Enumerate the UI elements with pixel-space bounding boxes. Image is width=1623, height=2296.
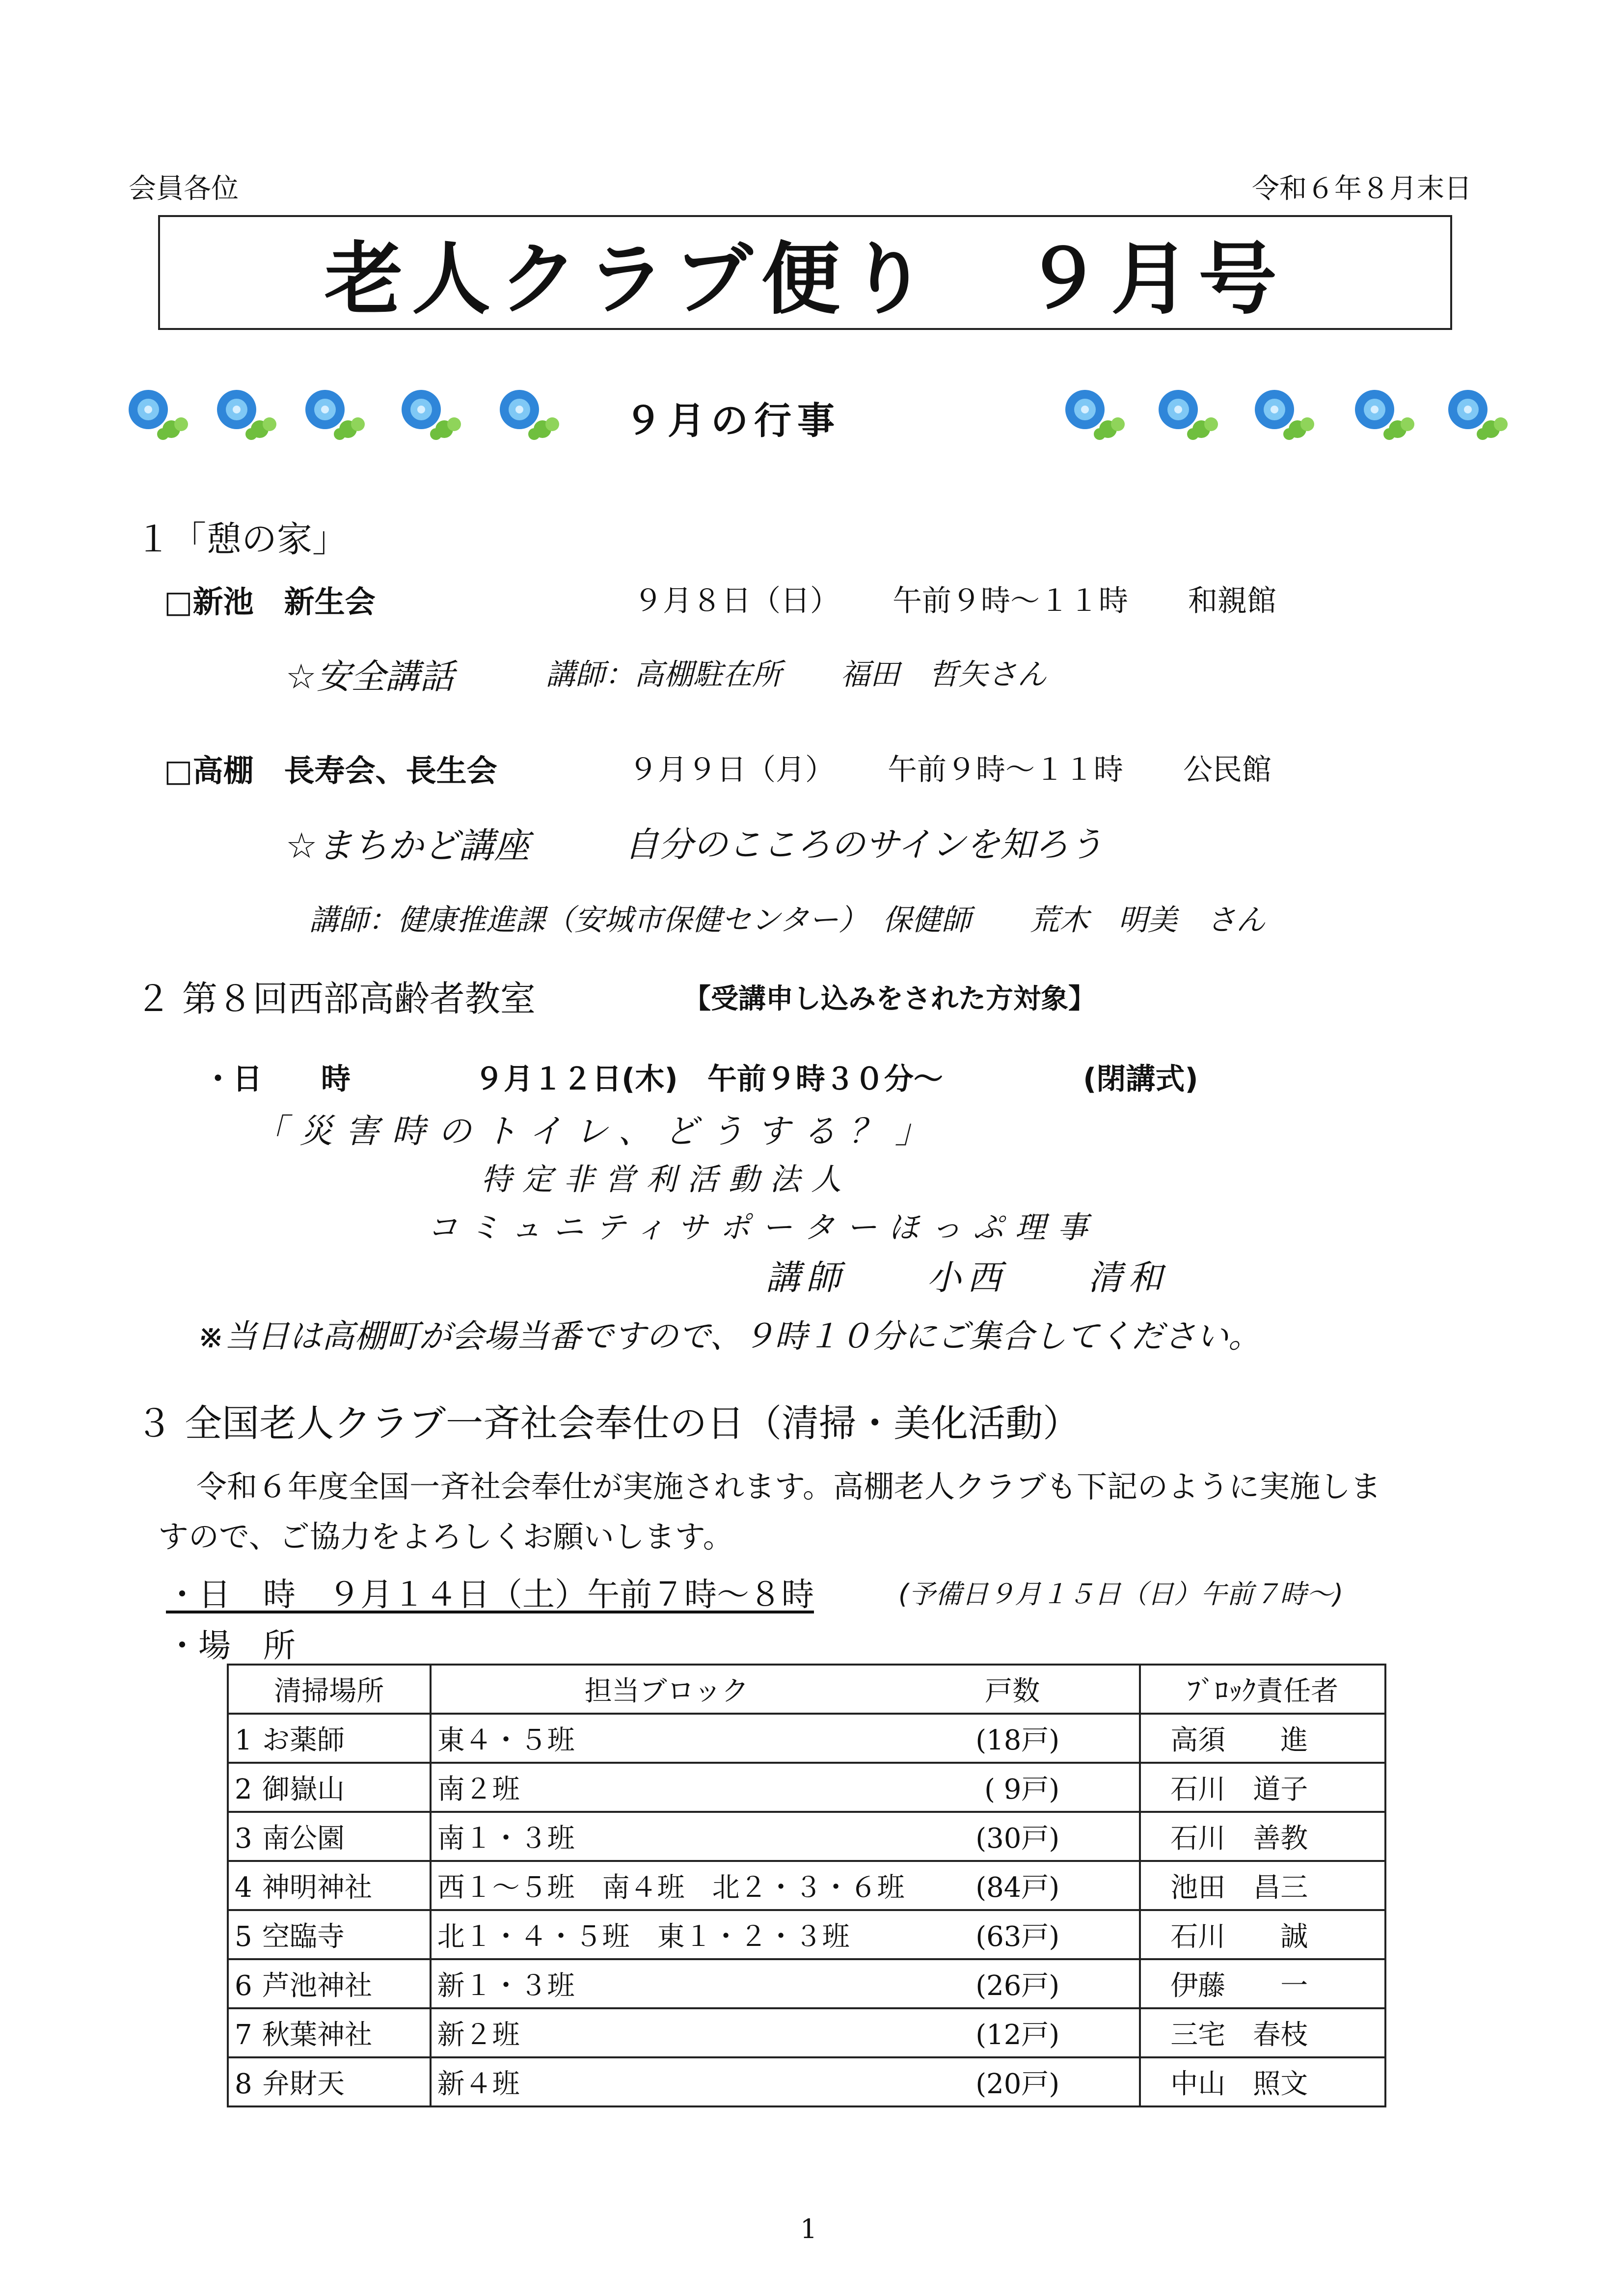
issue-date: 令和６年８月末日 xyxy=(1252,173,1472,205)
table-row xyxy=(228,1763,1385,1812)
row-number: 1 xyxy=(235,1724,252,1756)
place-cell xyxy=(228,2057,431,2106)
section2-note: 【受講申し込みをされた方対象】 xyxy=(683,983,1096,1015)
cleanup-reserve-date: (予備日９月１５日（日）午前７時～) xyxy=(898,1579,1344,1610)
leader-cell: 石川 誠 xyxy=(1140,1910,1385,1959)
place-cell xyxy=(228,1714,431,1763)
row-number: 8 xyxy=(235,2068,252,2100)
flower-icon xyxy=(1439,384,1513,443)
event2-place: 公民館 xyxy=(1183,753,1271,787)
table-row xyxy=(228,1861,1385,1910)
flower-icon xyxy=(208,384,282,443)
place-cell xyxy=(228,1861,431,1910)
column-header-place: 清掃場所 xyxy=(228,1665,431,1714)
lecture-datetime-label: ・日 時 xyxy=(203,1062,351,1096)
block-cell xyxy=(431,1959,1140,2008)
row-number: 3 xyxy=(235,1823,252,1855)
section3-description-line2: すので、ご協力をよろしくお願いします。 xyxy=(158,1519,733,1555)
place-name: 弁財天 xyxy=(262,2068,345,2100)
block-cell xyxy=(431,2057,1140,2106)
events-heading: ９月の行事 xyxy=(624,399,840,442)
flower-icon xyxy=(120,384,193,443)
place-name: 秋葉神社 xyxy=(262,2019,372,2051)
event1-date: ９月８日（日） xyxy=(633,584,839,618)
row-number: 4 xyxy=(235,1872,252,1904)
flower-icon xyxy=(1346,384,1420,443)
event2-topic-detail: 自分のこころのサインを知ろう xyxy=(624,824,1104,865)
event1-group: □新池 新生会 xyxy=(164,584,376,620)
place-cell xyxy=(228,1763,431,1812)
lecture-org2: コミュニティサポーターほっぷ理事 xyxy=(427,1209,1100,1245)
household-count: (18戸) xyxy=(975,1724,1060,1756)
row-number: 7 xyxy=(235,2019,252,2051)
block-cell xyxy=(431,1763,1140,1812)
lecture-notice: ※当日は高棚町が会場当番ですので、９時１０分にご集合してください。 xyxy=(197,1317,1261,1355)
block-name: 西１～５班 南４班 北２・３・６班 xyxy=(437,1872,905,1904)
block-cell xyxy=(431,1714,1140,1763)
block-name: 南２班 xyxy=(437,1774,520,1805)
block-name: 北１・４・５班 東１・２・３班 xyxy=(437,1921,850,1953)
page-title: 老人クラブ便り ９月号 xyxy=(324,233,1286,325)
block-name: 東４・５班 xyxy=(437,1724,575,1756)
table-row xyxy=(228,2008,1385,2057)
table-row xyxy=(228,2057,1385,2106)
column-header-count: 戸数 xyxy=(985,1675,1040,1707)
flower-icon xyxy=(1150,384,1223,443)
place-cell xyxy=(228,1910,431,1959)
section3-description-line1: 令和６年度全国一斉社会奉仕が実施されます。高棚老人クラブも下記のように実施しま xyxy=(196,1469,1381,1504)
flower-icon xyxy=(1056,384,1130,443)
block-cell xyxy=(431,1812,1140,1861)
place-name: 芦池神社 xyxy=(262,1970,372,2002)
household-count: ( 9戸) xyxy=(984,1774,1060,1805)
household-count: (84戸) xyxy=(975,1872,1060,1904)
event1-place: 和親館 xyxy=(1188,584,1276,618)
column-header-block: 担当ブロック xyxy=(584,1675,749,1707)
page-number: 1 xyxy=(800,2214,817,2244)
block-name: 南１・３班 xyxy=(437,1823,575,1855)
place-cell xyxy=(228,2008,431,2057)
cleanup-place-label: ・場 所 xyxy=(166,1627,296,1665)
place-name: 南公園 xyxy=(262,1823,345,1855)
row-number: 2 xyxy=(235,1774,252,1805)
lecture-closing: (閉講式) xyxy=(1083,1062,1198,1096)
title-box xyxy=(158,215,1452,330)
recipient: 会員各位 xyxy=(129,173,239,205)
household-count: (63戸) xyxy=(975,1921,1060,1953)
event1-speaker: 講師：高棚駐在所 福田 哲矢さん xyxy=(546,657,1047,692)
table-header-row xyxy=(228,1665,1385,1714)
section3-title: ３ 全国老人クラブ一斉社会奉仕の日（清掃・美化活動） xyxy=(135,1401,1081,1445)
lecture-datetime: ９月１２日(木) 午前９時３０分～ xyxy=(474,1062,943,1096)
cleanup-datetime: ・日 時 ９月１４日（土）午前７時～８時 xyxy=(166,1576,814,1613)
block-name: 新２班 xyxy=(437,2019,520,2051)
household-count: (20戸) xyxy=(975,2068,1060,2100)
row-number: 6 xyxy=(235,1970,252,2002)
household-count: (26戸) xyxy=(975,1970,1060,2002)
leader-cell: 石川 道子 xyxy=(1140,1763,1385,1812)
lecture-title: 「災害時のトイレ、どうする？」 xyxy=(253,1112,942,1151)
table-row xyxy=(228,1959,1385,2008)
flower-icon xyxy=(297,384,370,443)
block-cell xyxy=(431,1910,1140,1959)
section2-title: ２ 第８回西部高齢者教室 xyxy=(135,978,536,1019)
lecture-org1: 特定非営利活動法人 xyxy=(481,1161,853,1197)
column-header-leader: ﾌﾞﾛｯｸ責任者 xyxy=(1140,1665,1385,1714)
place-name: 神明神社 xyxy=(262,1872,372,1904)
event2-date: ９月９日（月） xyxy=(628,753,835,787)
block-cell xyxy=(431,2008,1140,2057)
event1-topic: ☆安全講話 xyxy=(286,656,454,697)
leader-cell: 石川 善教 xyxy=(1140,1812,1385,1861)
block-name: 新１・３班 xyxy=(437,1970,575,2002)
row-number: 5 xyxy=(235,1921,252,1953)
leader-cell: 伊藤 一 xyxy=(1140,1959,1385,2008)
flower-icon xyxy=(491,384,565,443)
household-count: (30戸) xyxy=(975,1823,1060,1855)
table-row xyxy=(228,1910,1385,1959)
flower-icon xyxy=(1246,384,1320,443)
lecturer-name: 講師 小西 清和 xyxy=(766,1257,1168,1298)
block-name: 新４班 xyxy=(437,2068,520,2100)
event1-time: 午前９時～１１時 xyxy=(893,584,1128,618)
event2-group: □高棚 長寿会、長生会 xyxy=(164,753,497,789)
place-name: お薬師 xyxy=(262,1724,345,1756)
place-cell xyxy=(228,1959,431,2008)
table-row xyxy=(228,1714,1385,1763)
cleanup-table xyxy=(227,1664,1386,2107)
section1-title: １「憩の家」 xyxy=(135,519,348,560)
table-row xyxy=(228,1812,1385,1861)
event2-time: 午前９時～１１時 xyxy=(888,753,1123,787)
event2-speaker: 講師：健康推進課（安城市保健センター） 保健師 荒木 明美 さん xyxy=(309,903,1266,937)
block-cell xyxy=(431,1861,1140,1910)
place-cell xyxy=(228,1812,431,1861)
leader-cell: 三宅 春枝 xyxy=(1140,2008,1385,2057)
place-name: 空臨寺 xyxy=(262,1921,345,1953)
place-name: 御嶽山 xyxy=(262,1774,345,1805)
event2-topic: ☆まちかど講座 xyxy=(286,825,530,866)
flower-icon xyxy=(393,384,466,443)
leader-cell: 高須 進 xyxy=(1140,1714,1385,1763)
leader-cell: 中山 照文 xyxy=(1140,2057,1385,2106)
column-header-block-count xyxy=(431,1665,1140,1714)
household-count: (12戸) xyxy=(975,2019,1060,2051)
leader-cell: 池田 昌三 xyxy=(1140,1861,1385,1910)
